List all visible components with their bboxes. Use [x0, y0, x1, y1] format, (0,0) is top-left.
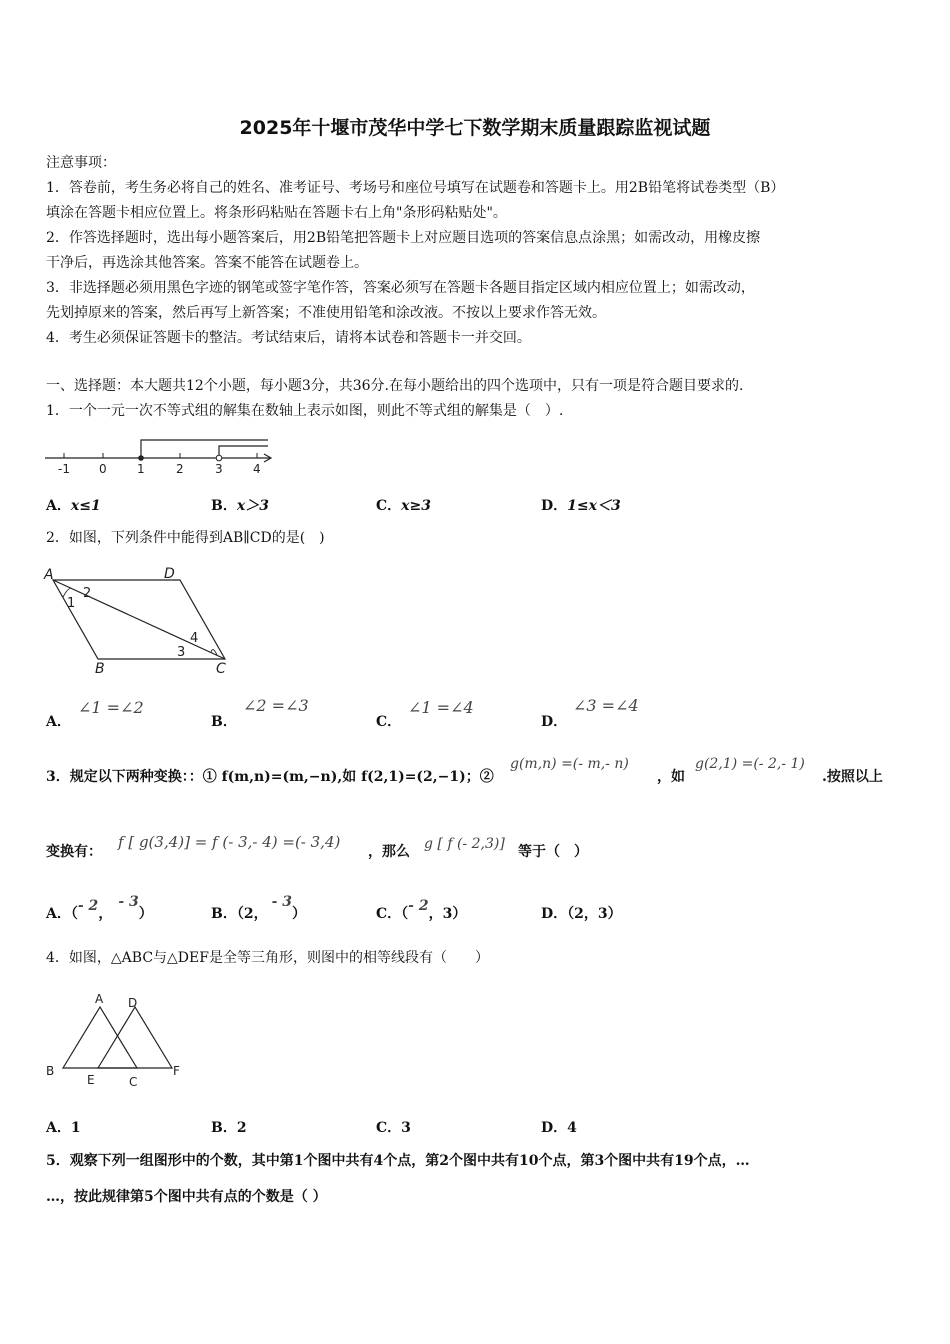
- q3-line2-tail: 等于（ ）: [518, 844, 588, 860]
- angle-label-3: 3: [177, 645, 186, 660]
- axis-ticks: [64, 453, 257, 458]
- vertex-label-c: C: [129, 1075, 138, 1089]
- q1-number-line: [40, 432, 280, 478]
- q1-option-d[interactable]: D．1≤x＜3: [541, 498, 621, 514]
- q2-option-a-label[interactable]: A．: [46, 714, 71, 730]
- notice-line-6: 先划掉原来的答案，然后再写上新答案；不准使用铅笔和涂改液。不按以上要求作答无效。: [46, 305, 606, 321]
- vertex-label-b: B: [46, 1064, 55, 1078]
- q2-parallelogram-figure: [40, 562, 240, 677]
- q3-math-composition: f [ g(3,4)] = f (- 3,- 4) =(- 3,4): [118, 833, 341, 851]
- q3-option-a[interactable]: A．（- 2，- 3）: [46, 894, 153, 922]
- q5-stem-line-1: 5．观察下列一组图形中的个数，其中第1个图中共有4个点，第2个图中共有10个点，第3个图中共有19个点，…: [46, 1153, 750, 1169]
- q3-option-b[interactable]: B．（2，- 3）: [211, 894, 307, 922]
- angle-label-4: 4: [190, 631, 199, 646]
- tick-label: 1: [137, 462, 145, 476]
- vertex-label-d: D: [164, 566, 175, 582]
- notice-line-7: 4．考生必须保证答题卡的整洁。考试结束后，请将本试卷和答题卡一并交回。: [46, 330, 531, 346]
- notice-heading: 注意事项：: [46, 155, 116, 171]
- q3-line2-mid: ，那么: [368, 844, 410, 860]
- q3-tail: .按照以上: [822, 769, 883, 785]
- q1-option-c[interactable]: C．x≥3: [376, 498, 431, 514]
- range-x-ge-3: [219, 446, 268, 458]
- q2-option-d-label[interactable]: D．: [541, 714, 568, 730]
- tick-label: -1: [58, 462, 70, 476]
- triangle-abc: [63, 1007, 137, 1068]
- angle-label-2: 2: [83, 586, 92, 601]
- closed-point: [138, 455, 144, 461]
- q3-option-d[interactable]: D．（2，3）: [541, 906, 622, 922]
- triangle-def: [98, 1007, 172, 1068]
- q2-stem: 2．如图，下列条件中能得到AB∥CD的是( ): [46, 530, 325, 546]
- q2-option-a-math: ∠1 =∠2: [78, 698, 144, 717]
- q2-option-d-math: ∠3 =∠4: [573, 696, 639, 715]
- q4-triangles-figure: [40, 988, 200, 1093]
- q3-option-c[interactable]: C．（- 2，3）: [376, 898, 467, 922]
- q2-option-b-label[interactable]: B．: [211, 714, 237, 730]
- q3-math-query: g [ f (- 2,3)]: [424, 836, 505, 852]
- vertex-label-c: C: [216, 661, 226, 677]
- notice-line-1: 1．答卷前，考生务必将自己的姓名、准考证号、考场号和座位号填写在试题卷和答题卡上。用2B铅笔将试卷类型（B）: [46, 180, 785, 196]
- vertex-label-f: F: [173, 1064, 180, 1078]
- q5-stem-line-2: …，按此规律第5个图中共有点的个数是（ ）: [46, 1189, 327, 1205]
- q3-mid: ，如: [657, 769, 685, 785]
- notice-line-4: 干净后，再选涂其他答案。答案不能答在试题卷上。: [46, 255, 368, 271]
- tick-label: 2: [176, 462, 184, 476]
- q2-option-c-label[interactable]: C．: [376, 714, 402, 730]
- q4-option-b[interactable]: B．2: [211, 1120, 247, 1136]
- q4-option-c[interactable]: C．3: [376, 1120, 411, 1136]
- tick-label: 0: [99, 462, 107, 476]
- notice-line-3: 2．作答选择题时，选出每小题答案后，用2B铅笔把答题卡上对应题目选项的答案信息点涂黑；如需改动，用橡皮擦: [46, 230, 761, 246]
- tick-label: 4: [253, 462, 261, 476]
- q3-line2-lead: 变换有：: [46, 844, 102, 860]
- q4-option-a[interactable]: A．1: [46, 1120, 81, 1136]
- q1-option-b[interactable]: B．x＞3: [211, 498, 269, 514]
- q4-stem: 4．如图，△ABC与△DEF是全等三角形，则图中的相等线段有（ ）: [46, 950, 489, 966]
- tick-label: 3: [215, 462, 223, 476]
- vertex-label-d: D: [128, 996, 138, 1010]
- vertex-label-b: B: [95, 661, 105, 677]
- notice-line-2: 填涂在答题卡相应位置上。将条形码粘贴在答题卡右上角"条形码粘贴处"。: [46, 205, 507, 221]
- vertex-label-e: E: [87, 1073, 95, 1087]
- diagonal-ac: [53, 580, 225, 659]
- q4-option-d[interactable]: D．4: [541, 1120, 577, 1136]
- q2-option-c-math: ∠1 =∠4: [408, 698, 474, 717]
- section-heading: 一、选择题：本大题共12个小题，每小题3分，共36分.在每小题给出的四个选项中，只有一项是符合题目要求的.: [46, 378, 744, 394]
- open-point: [216, 455, 222, 461]
- q1-option-a[interactable]: A．x≤1: [46, 498, 101, 514]
- vertex-label-a: A: [95, 992, 104, 1006]
- q3-stem: 3．规定以下两种变换：：① f(m,n)=(m,−n),如 f(2,1)=(2,−1)；②: [46, 769, 494, 785]
- page-title: 2025年十堰市茂华中学七下数学期末质量跟踪监视试题: [239, 117, 711, 139]
- q3-math-g-def: g(m,n) =(- m,- n): [510, 756, 629, 772]
- angle-label-1: 1: [67, 596, 76, 611]
- q3-math-g-example: g(2,1) =(- 2,- 1): [695, 756, 805, 772]
- vertex-label-a: A: [44, 567, 54, 583]
- notice-line-5: 3．非选择题必须用黑色字迹的钢笔或签字笔作答，答案必须写在答题卡各题目指定区域内相应位置上；如需改动，: [46, 280, 755, 296]
- range-x-ge-1: [141, 440, 268, 458]
- q2-option-b-math: ∠2 =∠3: [243, 696, 309, 715]
- q1-stem: 1．一个一元一次不等式组的解集在数轴上表示如图，则此不等式组的解集是（ ）.: [46, 403, 564, 419]
